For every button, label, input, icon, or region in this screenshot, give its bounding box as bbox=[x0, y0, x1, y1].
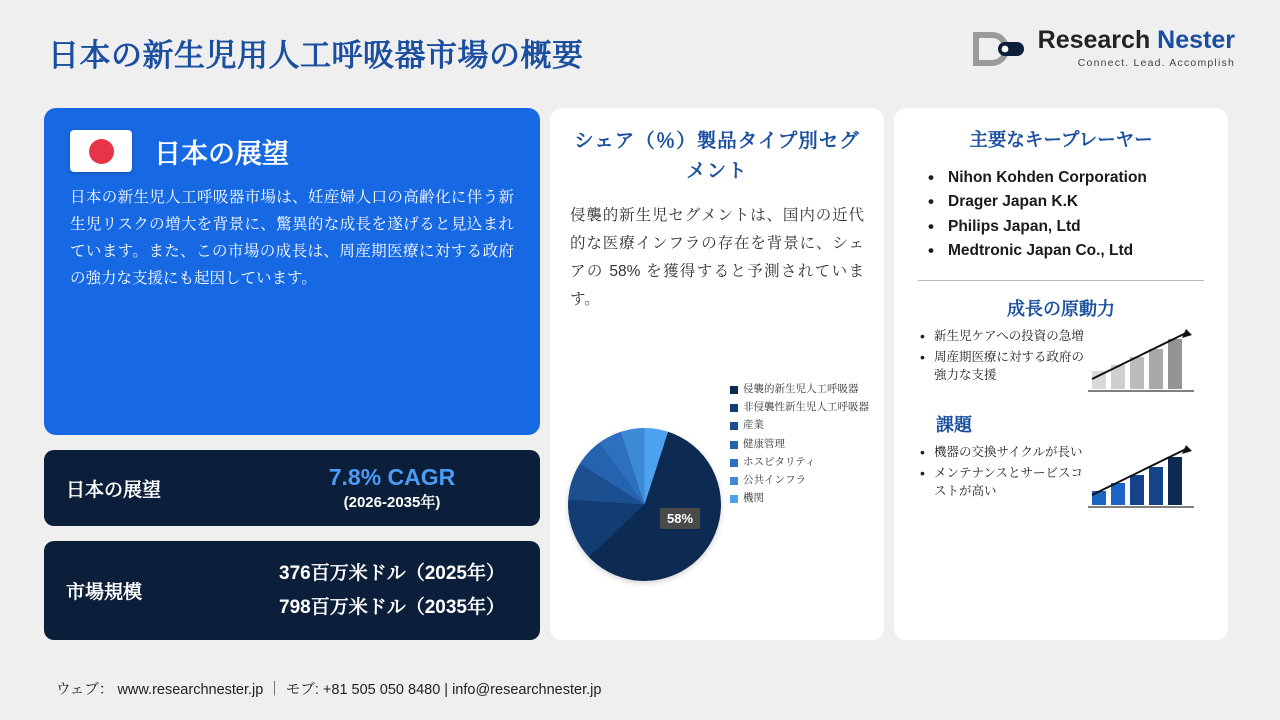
legend-item bbox=[730, 491, 880, 505]
page-title: 日本の新生児用人工呼吸器市場の概要 bbox=[48, 38, 584, 73]
key-players-card bbox=[894, 108, 1228, 640]
growth-drivers-list bbox=[914, 327, 1084, 387]
legend-swatch bbox=[730, 459, 738, 467]
segment-share-body: 侵襲的新生児セグメントは、国内の近代的な医療インフラの存在を背景に、シェアの 58% を獲得すると予測されています。 bbox=[570, 207, 864, 309]
legend-swatch bbox=[730, 495, 738, 503]
key-player-item: • Drager Japan K.K bbox=[922, 190, 1208, 214]
legend-item bbox=[730, 473, 880, 487]
segment-share-title: シェア（％）製品タイプ別セグメント bbox=[574, 130, 860, 183]
key-player-item: • Nihon Kohden Corporation bbox=[922, 166, 1208, 190]
cagr-value: 7.8% CAGR bbox=[328, 464, 456, 491]
logo-word-nester: Nester bbox=[1157, 26, 1235, 54]
market-size-2025: 376百万米ドル（2025年） bbox=[279, 563, 505, 585]
challenges-title: 課題 bbox=[936, 414, 972, 435]
legend-swatch bbox=[730, 422, 738, 430]
market-size-2035: 798百万米ドル（2035年） bbox=[279, 596, 505, 618]
key-players-title: 主要なキープレーヤー bbox=[969, 129, 1153, 150]
legend-label: 侵襲的新生児人工呼吸器 bbox=[743, 383, 859, 395]
key-players-list bbox=[922, 166, 1208, 264]
legend-swatch bbox=[730, 477, 738, 485]
key-player-item: • Philips Japan, Ltd bbox=[922, 215, 1208, 239]
cagr-card bbox=[44, 450, 540, 526]
outlook-header bbox=[70, 130, 514, 172]
legend-label: 機関 bbox=[743, 492, 764, 505]
brand-logo bbox=[972, 28, 1235, 69]
market-size-values bbox=[266, 557, 518, 624]
legend-item bbox=[730, 400, 880, 414]
legend-label: 公共インフラ bbox=[743, 473, 806, 486]
legend-swatch bbox=[730, 441, 738, 449]
legend-label: 健康管理 bbox=[743, 437, 785, 450]
logo-tagline: Connect. Lead. Accomplish bbox=[1077, 57, 1235, 69]
japan-flag-icon bbox=[70, 130, 132, 172]
challenge-item: • 機器の交換サイクルが長い bbox=[914, 443, 1084, 461]
growth-driver-item: • 新生児ケアへの投資の急増 bbox=[914, 327, 1084, 345]
challenges-block bbox=[914, 443, 1208, 513]
market-size-card bbox=[44, 541, 540, 640]
challenge-bar-chart-icon bbox=[1088, 443, 1198, 513]
growth-driver-item: • 周産期医療に対する政府の強力な支援 bbox=[914, 348, 1084, 384]
legend-item bbox=[730, 418, 880, 432]
section-divider bbox=[918, 280, 1204, 281]
legend-label: 産業 bbox=[743, 419, 764, 432]
japan-outlook-card bbox=[44, 108, 540, 435]
legend-swatch bbox=[730, 386, 738, 394]
logo-word-research: Research bbox=[1037, 26, 1158, 54]
logo-wordmark bbox=[1038, 28, 1235, 53]
growth-drivers-block bbox=[914, 327, 1208, 397]
footer-contact: ウェブ： www.researchnester.jp ｜ モブ: +81 505 050 8480 | info@researchnester.jp bbox=[56, 682, 602, 698]
challenges-list bbox=[914, 443, 1084, 503]
legend-item bbox=[730, 382, 880, 396]
outlook-body: 日本の新生児人工呼吸器市場は、妊産婦人口の高齢化に伴う新生児リスクの増大を背景に、驚異的な成長を遂げると見込まれています。また、この市場の成長は、周産期医療に対する政府の強力な支援にも起因しています。 bbox=[70, 189, 514, 288]
legend-label: ホスピタリティ bbox=[743, 455, 816, 468]
key-player-item: • Medtronic Japan Co., Ltd bbox=[922, 239, 1208, 263]
legend-label: 非侵襲性新生児人工呼吸器 bbox=[743, 401, 869, 414]
logo-mark-icon bbox=[972, 31, 1028, 67]
cagr-card-values bbox=[266, 464, 518, 511]
cagr-card-label: 日本の展望 bbox=[66, 479, 162, 501]
challenge-item: • メンテナンスとサービスコストが高い bbox=[914, 464, 1084, 500]
cagr-period: (2026-2035年) bbox=[343, 493, 441, 511]
growth-bar-chart-icon bbox=[1088, 327, 1198, 397]
product-type-pie-chart bbox=[550, 360, 884, 640]
pie-graphic bbox=[568, 428, 721, 581]
pie-legend bbox=[730, 382, 880, 509]
legend-item bbox=[730, 455, 880, 469]
market-size-label: 市場規模 bbox=[66, 582, 143, 603]
pie-data-label: 58% bbox=[660, 508, 700, 529]
outlook-title: 日本の展望 bbox=[154, 138, 289, 169]
legend-item bbox=[730, 437, 880, 451]
growth-drivers-title: 成長の原動力 bbox=[1007, 298, 1115, 319]
legend-swatch bbox=[730, 404, 738, 412]
